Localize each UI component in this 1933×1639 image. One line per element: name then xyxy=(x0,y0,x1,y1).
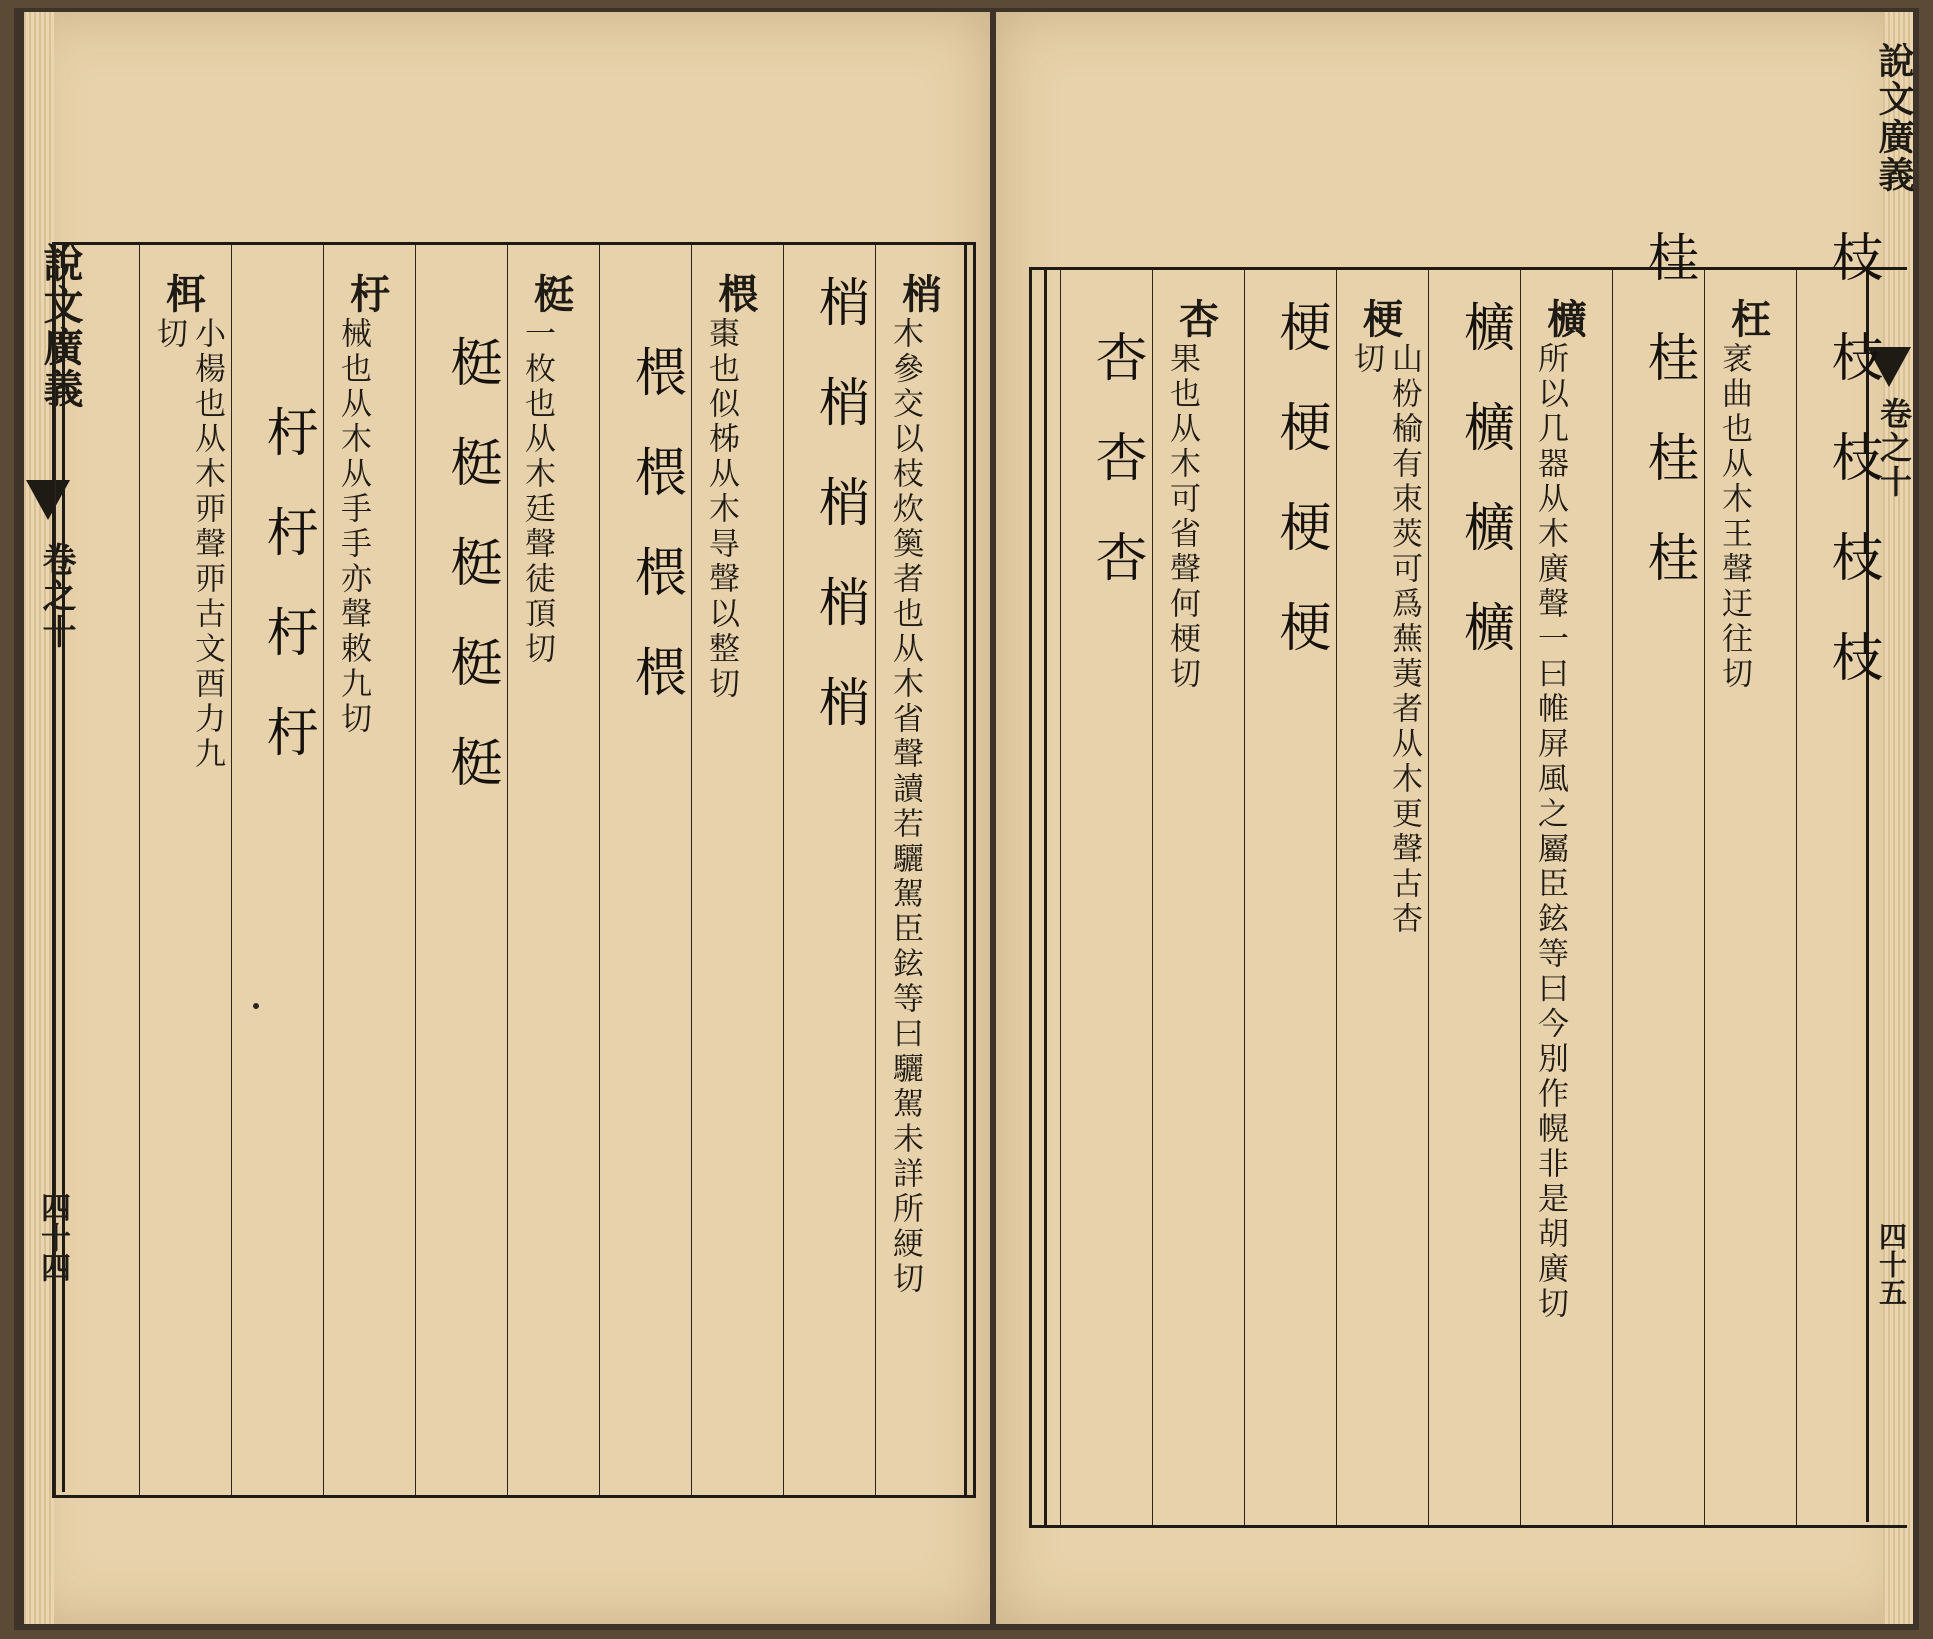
entry-note: 果也从木可省聲何梗切 xyxy=(1164,342,1200,692)
entry-column xyxy=(1336,270,1429,1525)
seal-forms: 桂桂桂桂 xyxy=(1638,230,1698,630)
entry-note: 所以几器从木廣聲一曰帷屏風之屬臣鉉等曰今別作幌非是胡廣切 xyxy=(1532,342,1568,1322)
volume-label: 卷之十 xyxy=(36,542,76,650)
volume-label: 卷之十 xyxy=(1875,397,1913,499)
entry-heading: 椳 xyxy=(718,271,758,318)
leaf-number: 四十五 xyxy=(1875,1222,1908,1306)
entry-column xyxy=(1152,270,1245,1525)
right-text-frame xyxy=(1029,230,1907,1528)
entry-column xyxy=(1520,270,1613,1525)
entry-heading: 梗 xyxy=(1363,296,1403,343)
punctuation-dot xyxy=(253,1003,259,1009)
spine-title: 說文廣義 xyxy=(37,242,84,410)
inner-rule xyxy=(1044,270,1047,1525)
seal-column xyxy=(1428,270,1521,1525)
seal-forms: 梃梃梃梃梃 xyxy=(441,335,501,835)
entry-heading: 梢 xyxy=(902,271,942,318)
entry-heading: 杏 xyxy=(1179,296,1219,343)
entry-note: 械也从木从手手亦聲敕九切 xyxy=(335,317,371,737)
left-page xyxy=(24,12,990,1624)
seal-forms: 枝枝枝枝枝 xyxy=(1822,230,1882,730)
empty-column xyxy=(55,245,140,1495)
entry-note: 小楊也从木丣聲丣古文酉力九切 xyxy=(151,317,225,772)
entry-heading: 櫎 xyxy=(1547,296,1587,343)
entry-heading: 杅 xyxy=(350,271,390,318)
seal-column xyxy=(415,245,508,1495)
seal-forms: 杅杅杅杅 xyxy=(257,405,317,805)
seal-column xyxy=(1796,230,1889,1525)
entry-column xyxy=(691,245,784,1495)
book-spread xyxy=(14,8,1919,1630)
entry-note: 山枌榆有朿莢可爲蕪荑者从木更聲古杏切 xyxy=(1348,342,1422,937)
seal-column xyxy=(1244,270,1337,1525)
entry-column xyxy=(875,245,968,1495)
seal-column xyxy=(1060,270,1153,1525)
left-text-frame xyxy=(52,242,976,1498)
entry-heading: 栮 xyxy=(166,271,206,318)
entry-note: 棗也似柹从木㝵聲以整切 xyxy=(703,317,739,702)
seal-forms: 梗梗梗梗 xyxy=(1270,300,1330,700)
seal-forms: 梢梢梢梢梢 xyxy=(809,275,869,775)
right-page xyxy=(996,12,1913,1624)
entry-note: 衺曲也从木王聲迂往切 xyxy=(1716,342,1752,692)
seal-column xyxy=(783,245,876,1495)
entry-column xyxy=(1704,270,1797,1525)
entry-note: 一枚也从木廷聲徒頂切 xyxy=(519,317,555,667)
leaf-number: 四十四 xyxy=(35,1192,70,1282)
seal-column xyxy=(231,245,324,1495)
entry-heading: 梃 xyxy=(534,271,574,318)
spine-title: 說文廣義 xyxy=(1873,42,1915,194)
seal-forms: 椳椳椳椳 xyxy=(625,345,685,745)
entry-column xyxy=(507,245,600,1495)
seal-forms: 杏杏杏 xyxy=(1086,330,1146,630)
seal-column xyxy=(599,245,692,1495)
entry-column xyxy=(139,245,232,1495)
entry-note: 木參交以枝炊䉛者也从木省聲讀若驪駕臣鉉等曰驪駕未詳所綆切 xyxy=(887,317,923,1297)
seal-column xyxy=(1612,230,1705,1525)
entry-heading: 枉 xyxy=(1731,296,1771,343)
entry-column xyxy=(323,245,416,1495)
seal-forms: 櫎櫎櫎櫎 xyxy=(1454,300,1514,700)
